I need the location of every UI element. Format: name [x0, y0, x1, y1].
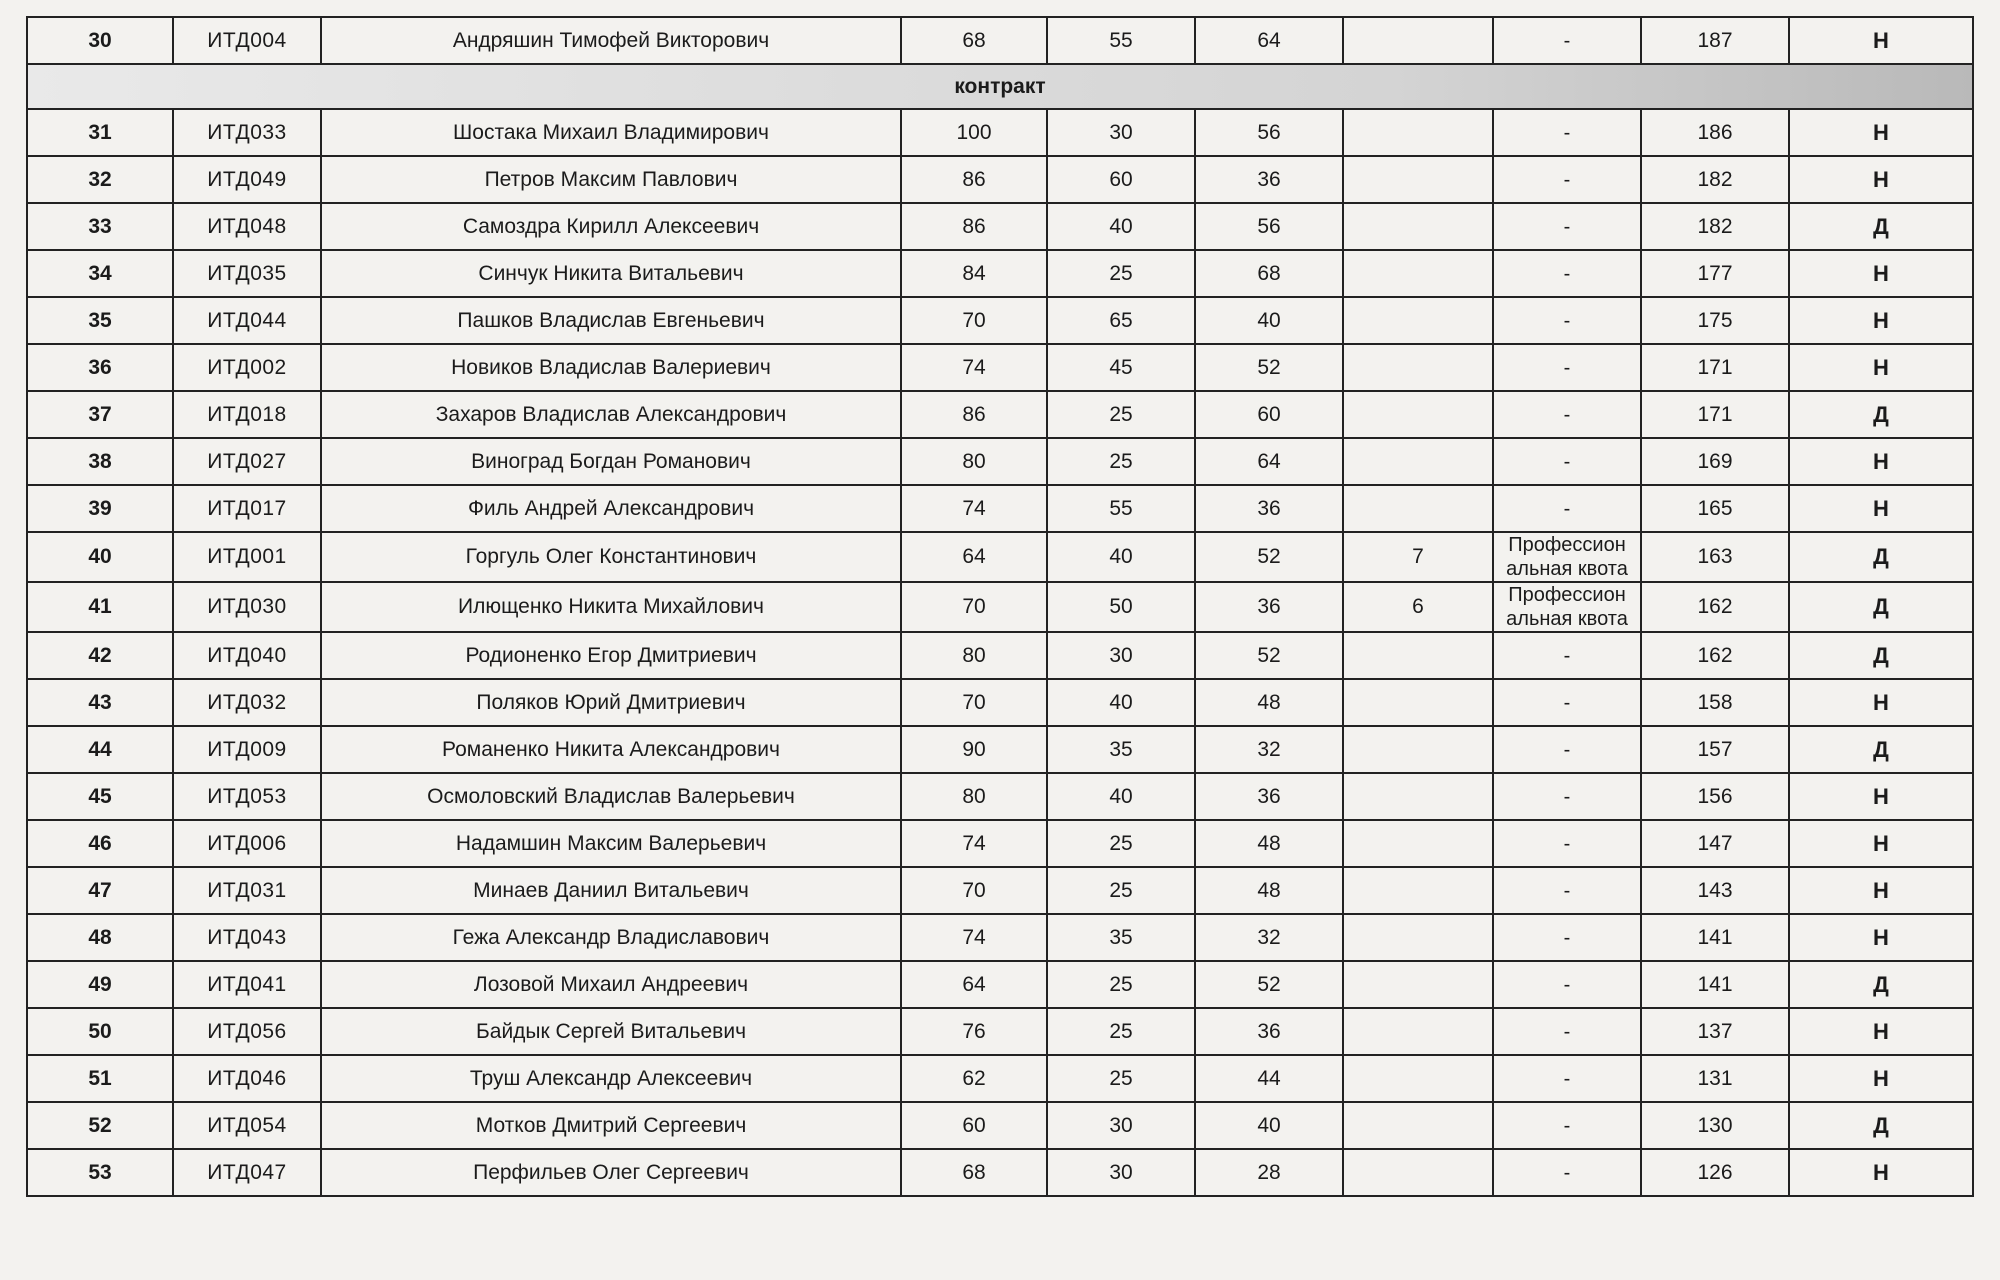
- applicant-name: Минаев Даниил Витальевич: [321, 867, 901, 914]
- total-score: 165: [1641, 485, 1789, 532]
- status-grade: Н: [1789, 250, 1973, 297]
- score-2: 55: [1047, 17, 1195, 64]
- applicant-name: Новиков Владислав Валериевич: [321, 344, 901, 391]
- row-number: 50: [27, 1008, 173, 1055]
- score-3: 36: [1195, 582, 1343, 632]
- quota-note: -: [1493, 1008, 1641, 1055]
- results-table: [26, 16, 1974, 1197]
- score-3: 64: [1195, 438, 1343, 485]
- table-row: [27, 773, 1973, 820]
- status-grade: Н: [1789, 156, 1973, 203]
- score-3: 56: [1195, 203, 1343, 250]
- applicant-code: ИТД004: [173, 17, 321, 64]
- applicant-name: Гежа Александр Владиславович: [321, 914, 901, 961]
- status-grade: Н: [1789, 344, 1973, 391]
- applicant-name: Илющенко Никита Михайлович: [321, 582, 901, 632]
- applicant-code: ИТД044: [173, 297, 321, 344]
- status-grade: Н: [1789, 1149, 1973, 1196]
- score-3: 56: [1195, 109, 1343, 156]
- bonus-points: [1343, 914, 1493, 961]
- applicant-code: ИТД030: [173, 582, 321, 632]
- total-score: 126: [1641, 1149, 1789, 1196]
- table-row: [27, 726, 1973, 773]
- score-3: 52: [1195, 344, 1343, 391]
- score-2: 25: [1047, 250, 1195, 297]
- total-score: 163: [1641, 532, 1789, 582]
- bonus-points: [1343, 109, 1493, 156]
- quota-note: -: [1493, 438, 1641, 485]
- total-score: 162: [1641, 632, 1789, 679]
- score-2: 30: [1047, 1102, 1195, 1149]
- bonus-points: [1343, 391, 1493, 438]
- applicant-name: Лозовой Михаил Андреевич: [321, 961, 901, 1008]
- score-3: 40: [1195, 297, 1343, 344]
- total-score: 143: [1641, 867, 1789, 914]
- bonus-points: [1343, 250, 1493, 297]
- applicant-code: ИТД006: [173, 820, 321, 867]
- bonus-points: [1343, 820, 1493, 867]
- table-row: [27, 1149, 1973, 1196]
- bonus-points: [1343, 156, 1493, 203]
- table-row: [27, 485, 1973, 532]
- table-row: [27, 961, 1973, 1008]
- applicant-name: Родионенко Егор Дмитриевич: [321, 632, 901, 679]
- status-grade: Д: [1789, 1102, 1973, 1149]
- total-score: 157: [1641, 726, 1789, 773]
- status-grade: Н: [1789, 485, 1973, 532]
- quota-note: -: [1493, 1055, 1641, 1102]
- row-number: 36: [27, 344, 173, 391]
- score-3: 44: [1195, 1055, 1343, 1102]
- status-grade: Н: [1789, 679, 1973, 726]
- applicant-code: ИТД056: [173, 1008, 321, 1055]
- applicant-code: ИТД040: [173, 632, 321, 679]
- status-grade: Д: [1789, 391, 1973, 438]
- total-score: 182: [1641, 203, 1789, 250]
- section-label: контракт: [27, 64, 1973, 109]
- row-number: 42: [27, 632, 173, 679]
- applicant-name: Самоздра Кирилл Алексеевич: [321, 203, 901, 250]
- table-row: [27, 156, 1973, 203]
- applicant-code: ИТД017: [173, 485, 321, 532]
- applicant-name: Труш Александр Алексеевич: [321, 1055, 901, 1102]
- score-1: 86: [901, 156, 1047, 203]
- table-row: [27, 632, 1973, 679]
- row-number: 40: [27, 532, 173, 582]
- total-score: 171: [1641, 344, 1789, 391]
- score-1: 70: [901, 867, 1047, 914]
- applicant-name: Перфильев Олег Сергеевич: [321, 1149, 901, 1196]
- score-3: 36: [1195, 485, 1343, 532]
- status-grade: Д: [1789, 532, 1973, 582]
- score-3: 36: [1195, 156, 1343, 203]
- quota-note: -: [1493, 203, 1641, 250]
- row-number: 38: [27, 438, 173, 485]
- score-2: 25: [1047, 820, 1195, 867]
- bonus-points: [1343, 1055, 1493, 1102]
- row-number: 37: [27, 391, 173, 438]
- applicant-name: Петров Максим Павлович: [321, 156, 901, 203]
- quota-note: -: [1493, 391, 1641, 438]
- applicant-name: Захаров Владислав Александрович: [321, 391, 901, 438]
- status-grade: Н: [1789, 867, 1973, 914]
- score-1: 64: [901, 961, 1047, 1008]
- score-2: 25: [1047, 1055, 1195, 1102]
- quota-note: -: [1493, 156, 1641, 203]
- quota-note: Профессион альная квота: [1493, 532, 1641, 582]
- status-grade: Н: [1789, 773, 1973, 820]
- quota-note: -: [1493, 773, 1641, 820]
- total-score: 131: [1641, 1055, 1789, 1102]
- score-1: 64: [901, 532, 1047, 582]
- table-row: [27, 438, 1973, 485]
- score-2: 65: [1047, 297, 1195, 344]
- score-1: 86: [901, 203, 1047, 250]
- score-2: 25: [1047, 961, 1195, 1008]
- applicant-name: Шостака Михаил Владимирович: [321, 109, 901, 156]
- total-score: 158: [1641, 679, 1789, 726]
- quota-note: -: [1493, 914, 1641, 961]
- row-number: 44: [27, 726, 173, 773]
- status-grade: Д: [1789, 961, 1973, 1008]
- score-2: 25: [1047, 867, 1195, 914]
- score-2: 30: [1047, 109, 1195, 156]
- score-1: 80: [901, 773, 1047, 820]
- score-2: 30: [1047, 632, 1195, 679]
- applicant-code: ИТД001: [173, 532, 321, 582]
- bonus-points: 7: [1343, 532, 1493, 582]
- quota-note: -: [1493, 1149, 1641, 1196]
- bonus-points: [1343, 1149, 1493, 1196]
- total-score: 137: [1641, 1008, 1789, 1055]
- row-number: 47: [27, 867, 173, 914]
- bonus-points: [1343, 485, 1493, 532]
- bonus-points: [1343, 961, 1493, 1008]
- total-score: 171: [1641, 391, 1789, 438]
- status-grade: Н: [1789, 820, 1973, 867]
- applicant-name: Мотков Дмитрий Сергеевич: [321, 1102, 901, 1149]
- applicant-code: ИТД035: [173, 250, 321, 297]
- score-1: 68: [901, 1149, 1047, 1196]
- table-row: [27, 297, 1973, 344]
- table-row: [27, 867, 1973, 914]
- bonus-points: [1343, 203, 1493, 250]
- applicant-code: ИТД049: [173, 156, 321, 203]
- applicant-code: ИТД027: [173, 438, 321, 485]
- row-number: 52: [27, 1102, 173, 1149]
- quota-note: -: [1493, 820, 1641, 867]
- status-grade: Н: [1789, 1008, 1973, 1055]
- applicant-name: Горгуль Олег Константинович: [321, 532, 901, 582]
- total-score: 175: [1641, 297, 1789, 344]
- applicant-name: Байдык Сергей Витальевич: [321, 1008, 901, 1055]
- bonus-points: [1343, 17, 1493, 64]
- status-grade: Д: [1789, 582, 1973, 632]
- applicant-name: Пашков Владислав Евгеньевич: [321, 297, 901, 344]
- total-score: 162: [1641, 582, 1789, 632]
- table-row: [27, 582, 1973, 632]
- total-score: 156: [1641, 773, 1789, 820]
- table-row: [27, 344, 1973, 391]
- status-grade: Д: [1789, 632, 1973, 679]
- score-2: 25: [1047, 391, 1195, 438]
- score-3: 28: [1195, 1149, 1343, 1196]
- score-3: 36: [1195, 1008, 1343, 1055]
- row-number: 49: [27, 961, 173, 1008]
- score-1: 80: [901, 632, 1047, 679]
- row-number: 41: [27, 582, 173, 632]
- row-number: 39: [27, 485, 173, 532]
- table-row: [27, 391, 1973, 438]
- quota-note: -: [1493, 344, 1641, 391]
- applicant-code: ИТД053: [173, 773, 321, 820]
- table-body: [27, 17, 1973, 1196]
- score-1: 74: [901, 820, 1047, 867]
- score-2: 25: [1047, 438, 1195, 485]
- status-grade: Н: [1789, 17, 1973, 64]
- score-3: 68: [1195, 250, 1343, 297]
- applicant-code: ИТД054: [173, 1102, 321, 1149]
- status-grade: Н: [1789, 297, 1973, 344]
- score-3: 32: [1195, 914, 1343, 961]
- row-number: 45: [27, 773, 173, 820]
- row-number: 34: [27, 250, 173, 297]
- score-1: 60: [901, 1102, 1047, 1149]
- quota-note: -: [1493, 109, 1641, 156]
- table-row: [27, 1055, 1973, 1102]
- applicant-name: Синчук Никита Витальевич: [321, 250, 901, 297]
- applicant-code: ИТД031: [173, 867, 321, 914]
- row-number: 53: [27, 1149, 173, 1196]
- applicant-code: ИТД043: [173, 914, 321, 961]
- status-grade: Н: [1789, 914, 1973, 961]
- quota-note: -: [1493, 485, 1641, 532]
- results-sheet: [26, 16, 1972, 1197]
- row-number: 32: [27, 156, 173, 203]
- score-2: 40: [1047, 203, 1195, 250]
- score-3: 48: [1195, 820, 1343, 867]
- table-row: [27, 532, 1973, 582]
- score-1: 70: [901, 297, 1047, 344]
- bonus-points: [1343, 726, 1493, 773]
- score-1: 70: [901, 679, 1047, 726]
- table-row: [27, 109, 1973, 156]
- total-score: 186: [1641, 109, 1789, 156]
- row-number: 51: [27, 1055, 173, 1102]
- score-1: 68: [901, 17, 1047, 64]
- status-grade: Д: [1789, 203, 1973, 250]
- score-2: 60: [1047, 156, 1195, 203]
- row-number: 33: [27, 203, 173, 250]
- applicant-name: Андряшин Тимофей Викторович: [321, 17, 901, 64]
- row-number: 31: [27, 109, 173, 156]
- total-score: 182: [1641, 156, 1789, 203]
- applicant-name: Поляков Юрий Дмитриевич: [321, 679, 901, 726]
- row-number: 35: [27, 297, 173, 344]
- table-row: [27, 203, 1973, 250]
- applicant-name: Виноград Богдан Романович: [321, 438, 901, 485]
- score-2: 25: [1047, 1008, 1195, 1055]
- bonus-points: [1343, 1102, 1493, 1149]
- score-1: 74: [901, 485, 1047, 532]
- bonus-points: [1343, 344, 1493, 391]
- status-grade: Н: [1789, 438, 1973, 485]
- quota-note: -: [1493, 297, 1641, 344]
- score-2: 50: [1047, 582, 1195, 632]
- score-3: 48: [1195, 867, 1343, 914]
- quota-note: -: [1493, 867, 1641, 914]
- applicant-code: ИТД046: [173, 1055, 321, 1102]
- total-score: 141: [1641, 914, 1789, 961]
- quota-note: -: [1493, 250, 1641, 297]
- score-2: 45: [1047, 344, 1195, 391]
- table-row: [27, 1102, 1973, 1149]
- quota-note: -: [1493, 632, 1641, 679]
- score-1: 74: [901, 344, 1047, 391]
- quota-note: -: [1493, 1102, 1641, 1149]
- applicant-name: Надамшин Максим Валерьевич: [321, 820, 901, 867]
- applicant-name: Романенко Никита Александрович: [321, 726, 901, 773]
- score-1: 84: [901, 250, 1047, 297]
- applicant-name: Филь Андрей Александрович: [321, 485, 901, 532]
- score-3: 52: [1195, 632, 1343, 679]
- table-row: [27, 17, 1973, 64]
- score-1: 62: [901, 1055, 1047, 1102]
- bonus-points: [1343, 297, 1493, 344]
- total-score: 187: [1641, 17, 1789, 64]
- table-row: [27, 820, 1973, 867]
- score-1: 74: [901, 914, 1047, 961]
- applicant-code: ИТД048: [173, 203, 321, 250]
- quota-note: -: [1493, 17, 1641, 64]
- table-row: [27, 1008, 1973, 1055]
- applicant-code: ИТД041: [173, 961, 321, 1008]
- total-score: 130: [1641, 1102, 1789, 1149]
- bonus-points: [1343, 679, 1493, 726]
- status-grade: Н: [1789, 1055, 1973, 1102]
- bonus-points: [1343, 438, 1493, 485]
- row-number: 43: [27, 679, 173, 726]
- table-row: [27, 679, 1973, 726]
- bonus-points: [1343, 773, 1493, 820]
- total-score: 141: [1641, 961, 1789, 1008]
- bonus-points: 6: [1343, 582, 1493, 632]
- score-2: 35: [1047, 726, 1195, 773]
- applicant-code: ИТД018: [173, 391, 321, 438]
- applicant-name: Осмоловский Владислав Валерьевич: [321, 773, 901, 820]
- score-1: 86: [901, 391, 1047, 438]
- bonus-points: [1343, 867, 1493, 914]
- applicant-code: ИТД047: [173, 1149, 321, 1196]
- score-2: 40: [1047, 532, 1195, 582]
- score-3: 36: [1195, 773, 1343, 820]
- score-2: 40: [1047, 679, 1195, 726]
- score-3: 32: [1195, 726, 1343, 773]
- score-2: 35: [1047, 914, 1195, 961]
- applicant-code: ИТД002: [173, 344, 321, 391]
- score-1: 80: [901, 438, 1047, 485]
- score-1: 76: [901, 1008, 1047, 1055]
- score-1: 90: [901, 726, 1047, 773]
- total-score: 147: [1641, 820, 1789, 867]
- quota-note: Профессион альная квота: [1493, 582, 1641, 632]
- applicant-code: ИТД009: [173, 726, 321, 773]
- table-row: [27, 914, 1973, 961]
- score-3: 52: [1195, 961, 1343, 1008]
- row-number: 46: [27, 820, 173, 867]
- score-1: 70: [901, 582, 1047, 632]
- score-3: 48: [1195, 679, 1343, 726]
- quota-note: -: [1493, 726, 1641, 773]
- score-2: 55: [1047, 485, 1195, 532]
- score-3: 64: [1195, 17, 1343, 64]
- bonus-points: [1343, 632, 1493, 679]
- score-3: 60: [1195, 391, 1343, 438]
- row-number: 48: [27, 914, 173, 961]
- section-row: [27, 64, 1973, 109]
- status-grade: Н: [1789, 109, 1973, 156]
- applicant-code: ИТД032: [173, 679, 321, 726]
- table-row: [27, 250, 1973, 297]
- score-1: 100: [901, 109, 1047, 156]
- row-number: 30: [27, 17, 173, 64]
- score-2: 30: [1047, 1149, 1195, 1196]
- status-grade: Д: [1789, 726, 1973, 773]
- quota-note: -: [1493, 679, 1641, 726]
- score-3: 40: [1195, 1102, 1343, 1149]
- score-3: 52: [1195, 532, 1343, 582]
- applicant-code: ИТД033: [173, 109, 321, 156]
- bonus-points: [1343, 1008, 1493, 1055]
- quota-note: -: [1493, 961, 1641, 1008]
- score-2: 40: [1047, 773, 1195, 820]
- total-score: 177: [1641, 250, 1789, 297]
- total-score: 169: [1641, 438, 1789, 485]
